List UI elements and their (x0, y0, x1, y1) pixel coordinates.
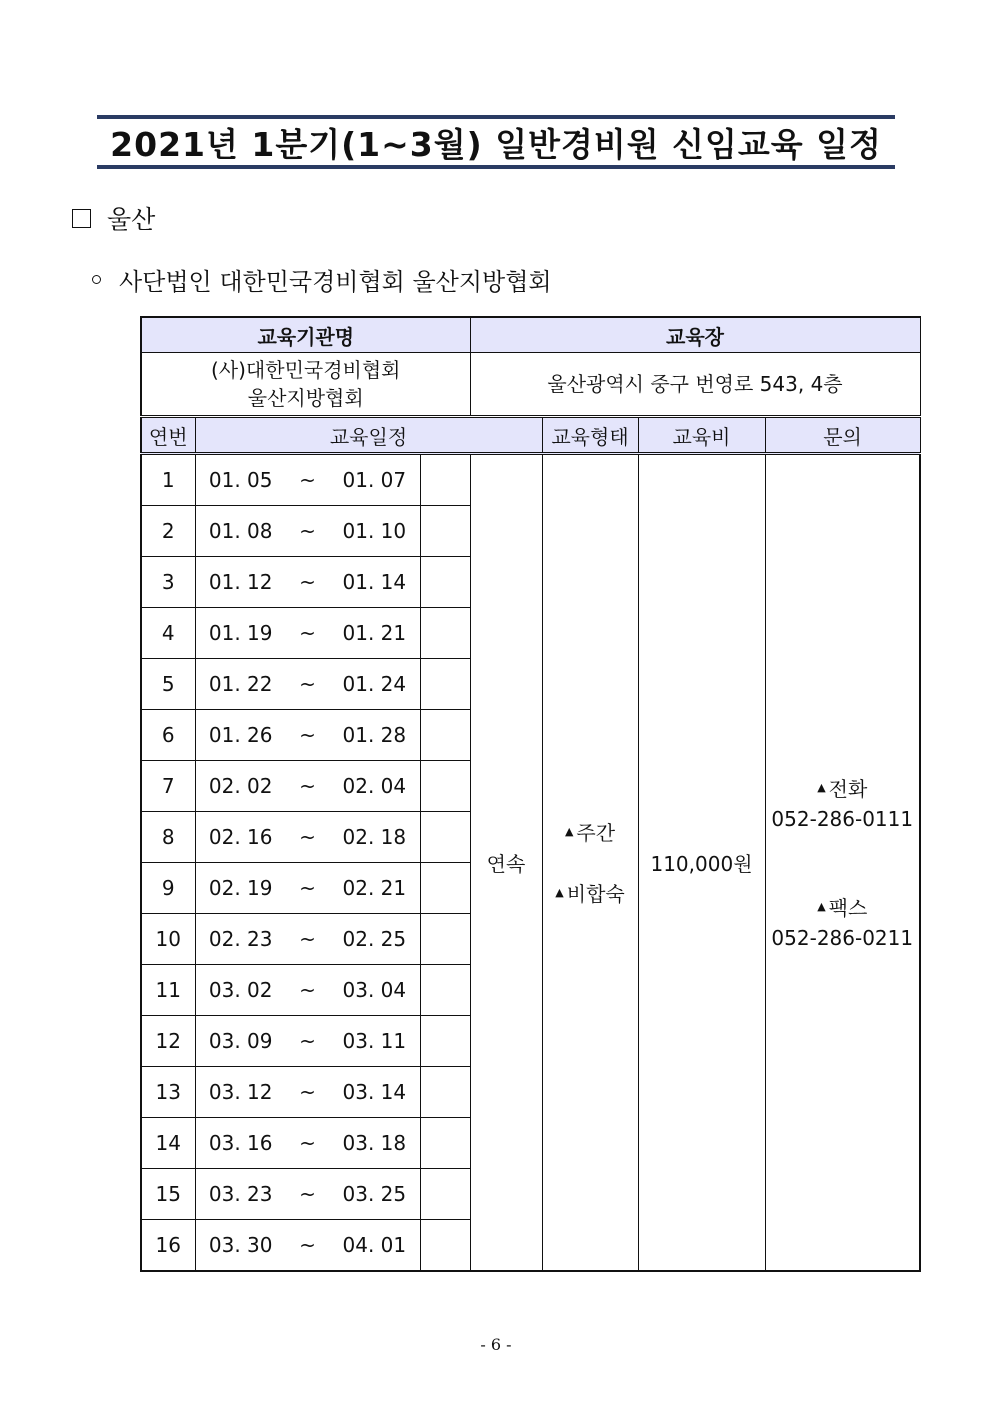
start-date: 03. 30 (208, 1233, 273, 1257)
mode-cell: 연속 (470, 454, 542, 1272)
organization-name: 사단법인 대한민국경비협회 울산지방협회 (119, 268, 552, 296)
row-number: 3 (141, 557, 195, 608)
row-blank-cell (420, 1118, 470, 1169)
end-date: 03. 25 (342, 1182, 407, 1206)
date-separator: ~ (299, 723, 316, 747)
end-date: 03. 14 (342, 1080, 407, 1104)
start-date: 01. 05 (208, 468, 273, 492)
end-date: 04. 01 (342, 1233, 407, 1257)
row-dates (195, 557, 420, 608)
row-blank-cell (420, 761, 470, 812)
row-dates (195, 1118, 420, 1169)
end-date: 03. 11 (342, 1029, 407, 1053)
row-number: 10 (141, 914, 195, 965)
phone-number: 052-286-0111 (771, 806, 914, 831)
start-date: 01. 26 (208, 723, 273, 747)
row-blank-cell (420, 812, 470, 863)
row-dates (195, 1169, 420, 1220)
date-separator: ~ (299, 468, 316, 492)
end-date: 03. 18 (342, 1131, 407, 1155)
row-dates (195, 965, 420, 1016)
type-daytime: 주간 (576, 820, 616, 845)
row-dates (195, 454, 420, 506)
row-dates (195, 710, 420, 761)
start-date: 01. 22 (208, 672, 273, 696)
row-blank-cell (420, 863, 470, 914)
triangle-bullet-icon: ▲ (564, 824, 574, 838)
start-date: 03. 16 (208, 1131, 273, 1155)
row-number: 15 (141, 1169, 195, 1220)
start-date: 03. 12 (208, 1080, 273, 1104)
row-dates (195, 659, 420, 710)
row-blank-cell (420, 965, 470, 1016)
date-separator: ~ (299, 876, 316, 900)
institution-line-1: (사)대한민국경비협회 (211, 358, 401, 382)
fax-number: 052-286-0211 (771, 925, 914, 950)
page-number: - 6 - (480, 1335, 512, 1354)
table-row (141, 454, 920, 506)
date-separator: ~ (299, 978, 316, 1002)
row-dates (195, 914, 420, 965)
row-blank-cell (420, 710, 470, 761)
date-separator: ~ (299, 1029, 316, 1053)
row-blank-cell (420, 914, 470, 965)
triangle-bullet-icon: ▲ (555, 885, 564, 899)
row-number: 8 (141, 812, 195, 863)
date-separator: ~ (299, 1182, 316, 1206)
end-date: 01. 10 (342, 519, 407, 543)
header-venue: 교육장 (470, 317, 920, 353)
row-dates (195, 761, 420, 812)
venue-cell: 울산광역시 중구 번영로 543, 4층 (470, 353, 920, 417)
row-number: 11 (141, 965, 195, 1016)
triangle-bullet-icon: ▲ (817, 780, 826, 794)
start-date: 01. 19 (208, 621, 273, 645)
header-schedule: 교육일정 (195, 417, 542, 454)
date-separator: ~ (299, 621, 316, 645)
start-date: 03. 09 (208, 1029, 273, 1053)
schedule-table (140, 316, 921, 1272)
date-separator: ~ (299, 519, 316, 543)
type-non-residential: 비합숙 (566, 881, 625, 906)
type-cell (542, 454, 638, 1272)
start-date: 02. 02 (208, 774, 273, 798)
phone-label: 전화 (828, 776, 868, 801)
end-date: 01. 24 (342, 672, 407, 696)
row-blank-cell (420, 557, 470, 608)
header-contact: 문의 (765, 417, 920, 454)
row-dates (195, 1016, 420, 1067)
start-date: 01. 12 (208, 570, 273, 594)
row-number: 13 (141, 1067, 195, 1118)
schedule-rows (141, 454, 920, 1272)
section-heading (72, 200, 155, 236)
institution-line-2: 울산지방협회 (247, 386, 364, 410)
contact-cell (765, 454, 920, 1272)
end-date: 02. 25 (342, 927, 407, 951)
row-number: 9 (141, 863, 195, 914)
row-dates (195, 506, 420, 557)
date-separator: ~ (299, 1233, 316, 1257)
row-blank-cell (420, 454, 470, 506)
institution-cell (141, 353, 470, 417)
row-blank-cell (420, 1067, 470, 1118)
start-date: 01. 08 (208, 519, 273, 543)
header-type: 교육형태 (542, 417, 638, 454)
row-blank-cell (420, 1220, 470, 1272)
end-date: 01. 28 (342, 723, 407, 747)
end-date: 02. 18 (342, 825, 407, 849)
row-number: 6 (141, 710, 195, 761)
header-fee: 교육비 (638, 417, 765, 454)
header-institution: 교육기관명 (141, 317, 470, 353)
date-separator: ~ (299, 570, 316, 594)
row-number: 5 (141, 659, 195, 710)
row-blank-cell (420, 659, 470, 710)
row-blank-cell (420, 506, 470, 557)
end-date: 02. 04 (342, 774, 407, 798)
triangle-bullet-icon: ▲ (817, 899, 826, 913)
row-dates (195, 812, 420, 863)
row-number: 1 (141, 454, 195, 506)
end-date: 01. 21 (342, 621, 407, 645)
section-label: 울산 (107, 205, 156, 234)
row-dates (195, 608, 420, 659)
row-dates (195, 863, 420, 914)
fax-label: 팩스 (828, 895, 868, 920)
row-number: 7 (141, 761, 195, 812)
fee-cell: 110,000원 (638, 454, 765, 1272)
start-date: 03. 23 (208, 1182, 273, 1206)
row-number: 2 (141, 506, 195, 557)
row-blank-cell (420, 608, 470, 659)
date-separator: ~ (299, 825, 316, 849)
start-date: 02. 19 (208, 876, 273, 900)
start-date: 02. 16 (208, 825, 273, 849)
date-separator: ~ (299, 1131, 316, 1155)
end-date: 01. 07 (342, 468, 407, 492)
row-number: 16 (141, 1220, 195, 1272)
start-date: 03. 02 (208, 978, 273, 1002)
date-separator: ~ (299, 672, 316, 696)
organization-heading (92, 262, 552, 297)
row-dates (195, 1067, 420, 1118)
end-date: 02. 21 (342, 876, 407, 900)
row-number: 14 (141, 1118, 195, 1169)
row-blank-cell (420, 1016, 470, 1067)
header-no: 연번 (141, 417, 195, 454)
row-blank-cell (420, 1169, 470, 1220)
page-title: 2021년 1분기(1~3월) 일반경비원 신임교육 일정 (110, 124, 882, 164)
date-separator: ~ (299, 927, 316, 951)
end-date: 03. 04 (342, 978, 407, 1002)
start-date: 02. 23 (208, 927, 273, 951)
circle-bullet-icon (92, 275, 101, 284)
title-banner (97, 115, 895, 169)
end-date: 01. 14 (342, 570, 407, 594)
date-separator: ~ (299, 774, 316, 798)
row-number: 4 (141, 608, 195, 659)
row-number: 12 (141, 1016, 195, 1067)
date-separator: ~ (299, 1080, 316, 1104)
row-dates (195, 1220, 420, 1272)
square-bullet-icon (72, 209, 91, 228)
